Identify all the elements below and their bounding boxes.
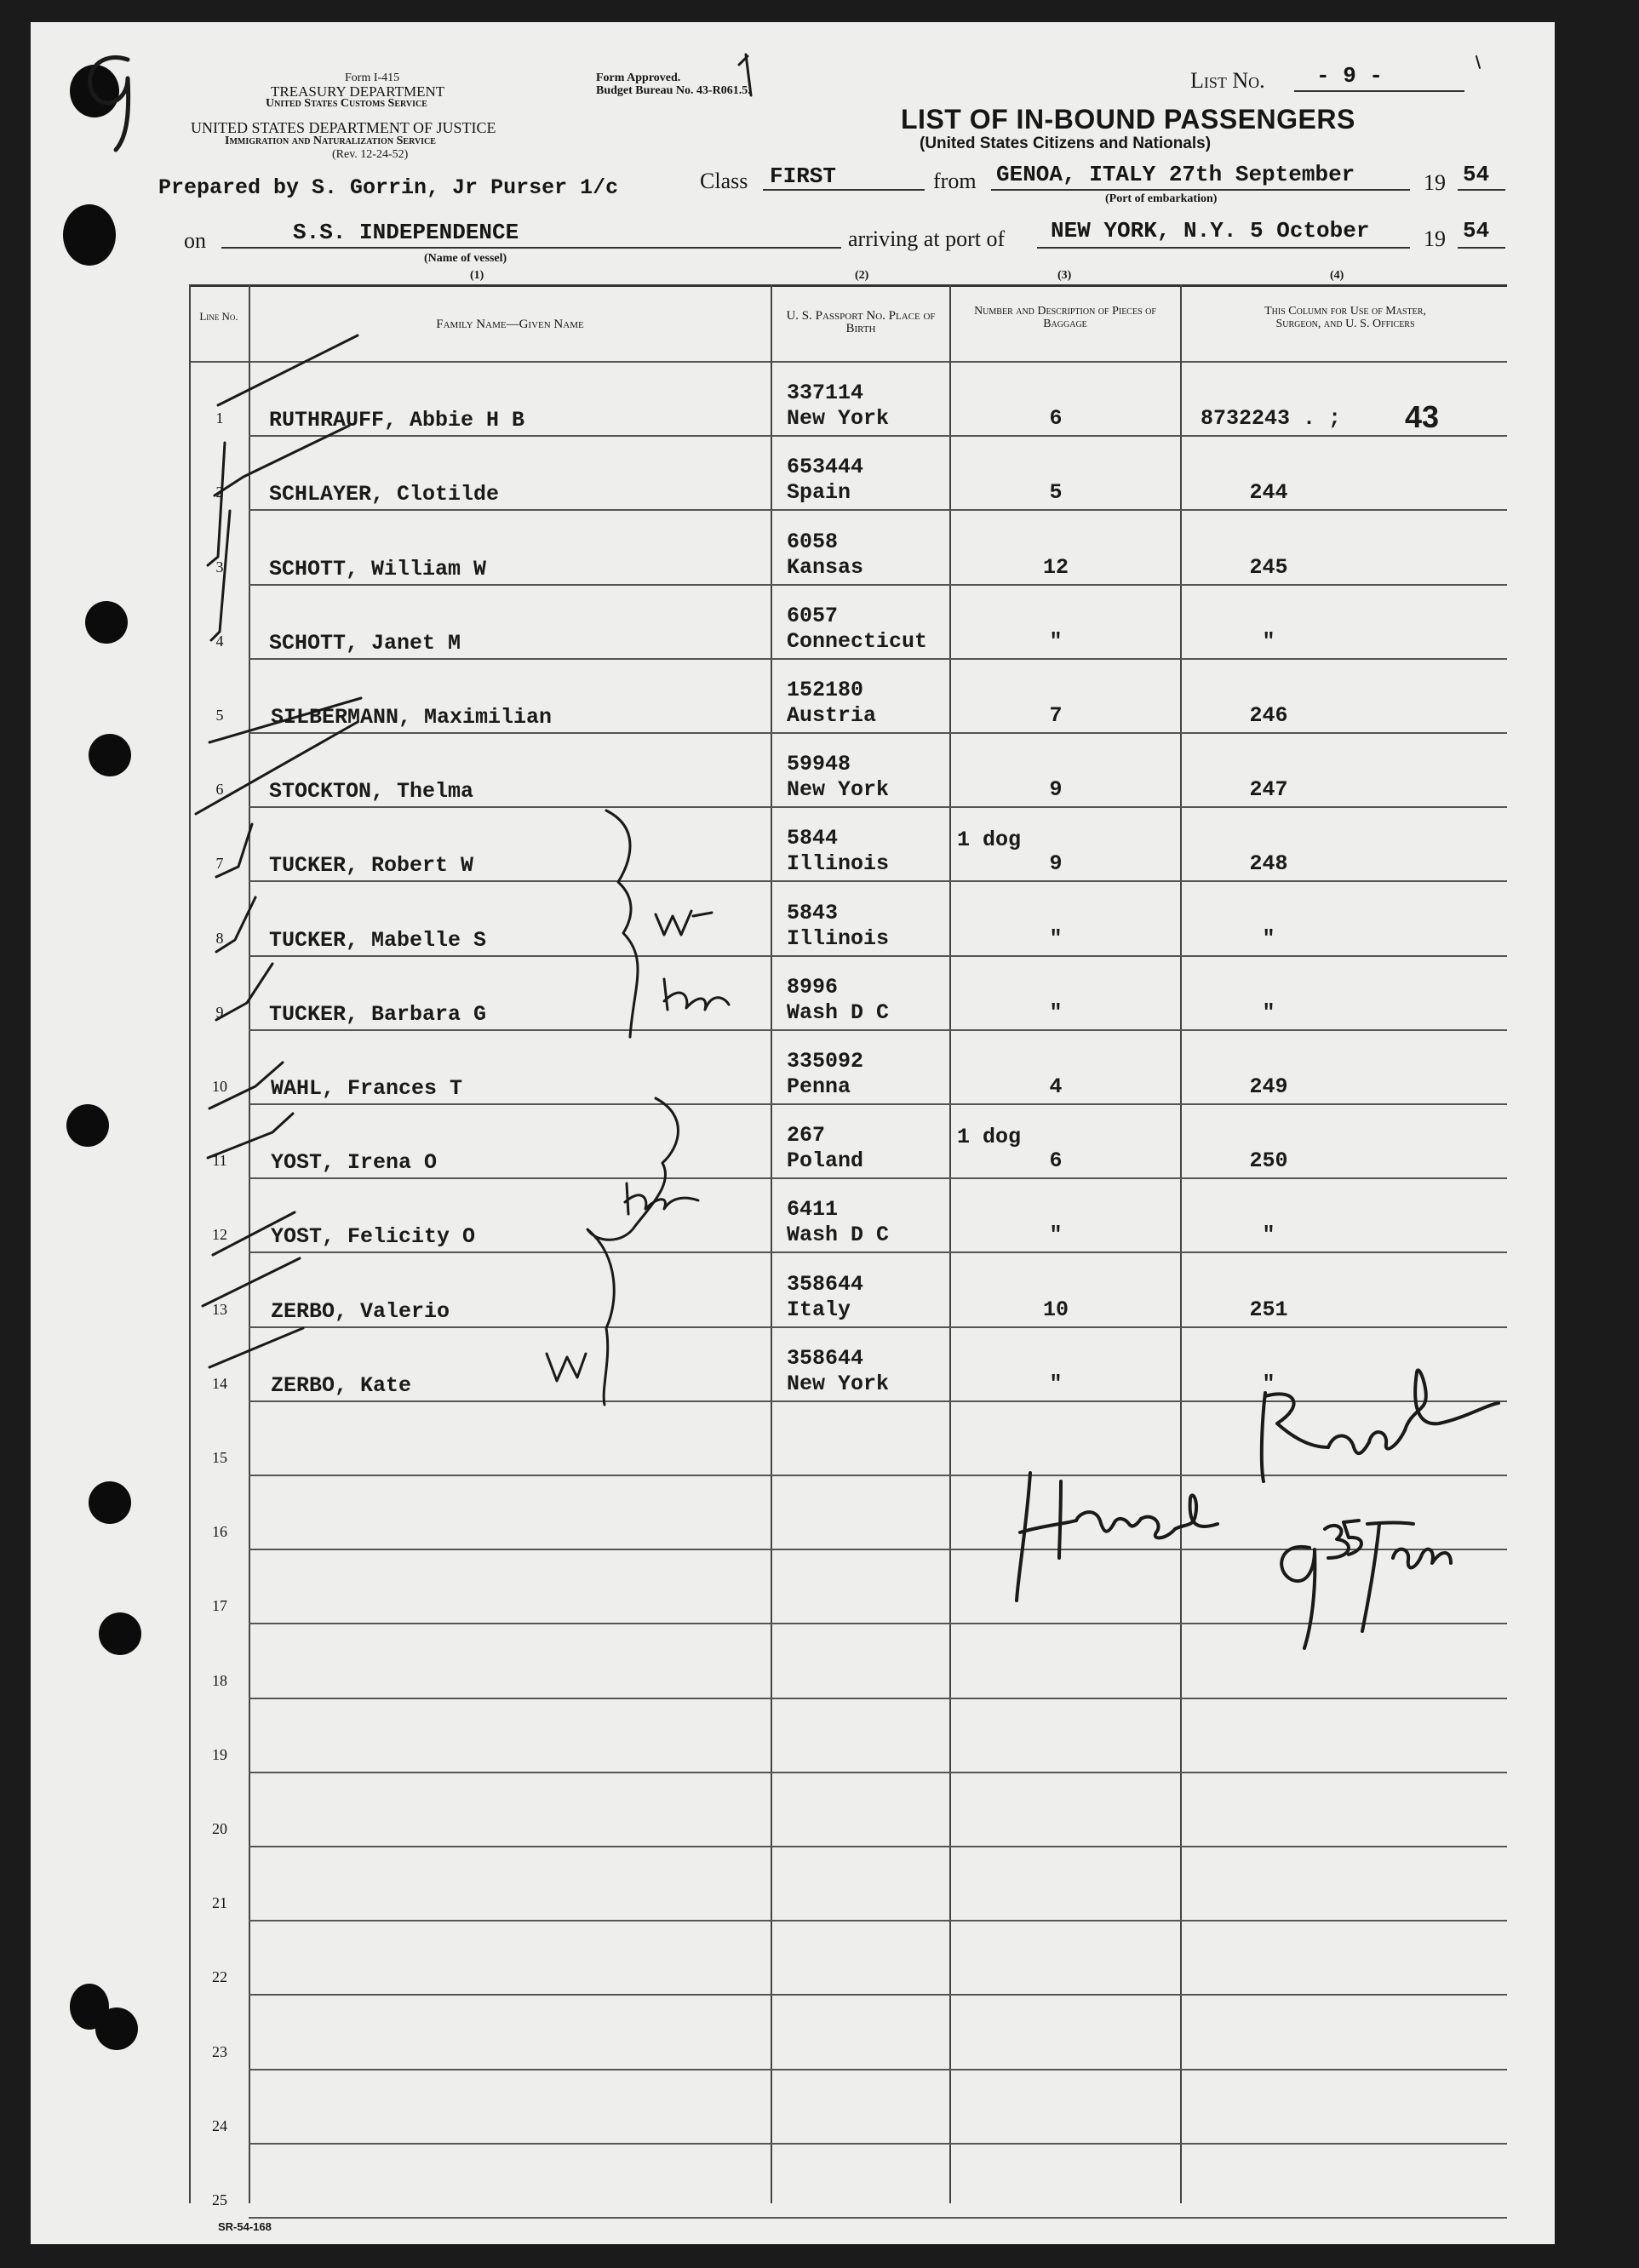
passport-number: 358644: [787, 1345, 864, 1371]
passport-number: 59948: [787, 752, 851, 777]
baggage-note: 1 dog: [957, 1125, 1022, 1150]
treasury-department: TREASURY DEPARTMENT: [271, 83, 445, 100]
budget-bureau: Budget Bureau No. 43-R061.5.: [596, 84, 751, 97]
line-number: 16: [212, 1523, 227, 1541]
passport-number: 653444: [787, 455, 864, 480]
place-of-birth: New York: [787, 406, 890, 432]
col-num-1: (1): [470, 269, 484, 282]
line-number: 18: [212, 1671, 227, 1689]
place-of-birth: Kansas: [787, 554, 864, 580]
list-no-label: List No.: [1190, 68, 1265, 93]
baggage-count: ": [1049, 925, 1063, 951]
corner-number-mark: [90, 58, 129, 150]
passenger-name: YOST, Felicity O: [271, 1224, 476, 1250]
officer-entry: 248: [1249, 851, 1288, 877]
edge-tick-mark: [1476, 56, 1480, 68]
passenger-name: ZERBO, Valerio: [271, 1298, 450, 1324]
line-number: 23: [212, 2042, 227, 2060]
passenger-name: STOCKTON, Thelma: [269, 779, 474, 805]
officer-entry: 245: [1249, 554, 1288, 580]
form-number: Form I-415: [345, 72, 400, 84]
line-number: 19: [212, 1745, 227, 1763]
from-value: GENOA, ITALY 27th September: [996, 162, 1355, 187]
row-check-marks: [196, 335, 361, 1367]
officer-signature: [1017, 1370, 1499, 1601]
top-tick-mark: [739, 54, 751, 95]
bracket-top-mark: [606, 810, 729, 1037]
col-header-passport: U. S. Passport No. Place of Birth: [786, 309, 936, 335]
passport-number: 6057: [787, 603, 839, 628]
line-number: 15: [212, 1449, 227, 1466]
line-number: 21: [212, 1894, 227, 1912]
baggage-count: 12: [1042, 554, 1069, 580]
officer-entry: ": [1262, 1223, 1275, 1248]
col-header-officers: This Column for Use of Master, Surgeon, and U. S. Officers: [1264, 305, 1426, 330]
baggage-note: 1 dog: [957, 828, 1022, 853]
col-num-2: (2): [855, 269, 869, 282]
passenger-name: SCHLAYER, Clotilde: [269, 482, 500, 507]
passenger-name: TUCKER, Robert W: [269, 853, 474, 879]
passenger-name: YOST, Irena O: [271, 1150, 438, 1176]
footer-form-code: SR-54-168: [218, 2220, 272, 2233]
revision: (Rev. 12-24-52): [332, 148, 409, 161]
baggage-count: 6: [1049, 1148, 1063, 1174]
officer-entry: 8732243 . ;: [1201, 406, 1342, 432]
baggage-count: 4: [1049, 1074, 1063, 1099]
place-of-birth: Spain: [787, 480, 851, 506]
year-value: 54: [1463, 162, 1490, 187]
passport-number: 152180: [787, 678, 864, 702]
passport-number: 358644: [787, 1271, 864, 1297]
line-number: 4: [215, 632, 224, 650]
line-number: 13: [212, 1300, 227, 1318]
officer-entry: 250: [1249, 1148, 1288, 1174]
place-of-birth: Illinois: [787, 925, 890, 951]
passport-number: 5843: [787, 900, 839, 925]
line-number: 20: [212, 1820, 227, 1837]
line-number: 22: [212, 1968, 227, 1986]
line-number: 5: [215, 707, 224, 724]
baggage-count: ": [1049, 999, 1063, 1025]
passport-number: 5844: [787, 826, 839, 851]
line-number: 6: [215, 781, 224, 799]
passenger-name: TUCKER, Barbara G: [269, 1001, 487, 1027]
col-header-line: Line No.: [199, 310, 238, 323]
place-of-birth: Connecticut: [787, 628, 928, 654]
place-of-birth: New York: [787, 777, 890, 803]
passport-number: 6058: [787, 529, 839, 554]
officer-entry: 246: [1249, 703, 1288, 728]
from-label: from: [933, 169, 977, 193]
col-num-4: (4): [1330, 269, 1344, 282]
year2-prefix: 19: [1424, 226, 1446, 251]
officer-entry: ": [1262, 628, 1275, 654]
line-number: 2: [215, 484, 224, 501]
port-caption: (Port of embarkation): [1105, 192, 1218, 205]
line-number: 24: [212, 2116, 227, 2134]
passport-number: 267: [787, 1123, 826, 1148]
class-value: FIRST: [770, 163, 837, 189]
form-approved: Form Approved.: [596, 72, 681, 84]
line-number: 14: [212, 1374, 227, 1392]
baggage-count: 7: [1049, 703, 1063, 728]
page-subtitle: (United States Citizens and Nationals): [920, 135, 1212, 152]
time-note: [1281, 1521, 1451, 1648]
passenger-name: SCHOTT, Janet M: [269, 630, 461, 656]
on-label: on: [184, 228, 206, 253]
baggage-count: ": [1049, 1371, 1063, 1396]
place-of-birth: Wash D C: [787, 999, 890, 1025]
baggage-count: 5: [1049, 480, 1063, 506]
officer-entry: 244: [1249, 480, 1288, 506]
baggage-count: 9: [1049, 777, 1063, 803]
place-of-birth: Wash D C: [787, 1223, 890, 1248]
line-number: 25: [212, 2191, 227, 2208]
bracket-bottom-mark: [547, 1098, 698, 1405]
line-number: 9: [215, 1003, 224, 1021]
line-number: 17: [212, 1597, 227, 1615]
line-number: 1: [215, 410, 224, 427]
place-of-birth: Italy: [787, 1297, 851, 1322]
passport-number: 6411: [787, 1197, 839, 1223]
passenger-name: RUTHRAUFF, Abbie H B: [269, 408, 525, 433]
list-no-value: - 9 -: [1316, 63, 1384, 89]
officer-extra: 43: [1405, 399, 1440, 435]
officer-entry: 251: [1249, 1297, 1288, 1322]
place-of-birth: Austria: [787, 703, 877, 728]
place-of-birth: Poland: [787, 1148, 864, 1174]
baggage-count: ": [1049, 628, 1063, 654]
passenger-name: ZERBO, Kate: [271, 1372, 412, 1398]
baggage-count: ": [1049, 1223, 1063, 1248]
col-header-name: Family Name—Given Name: [436, 318, 584, 331]
class-label: Class: [700, 169, 748, 193]
col-header-baggage: Number and Description of Pieces of Baggage: [974, 305, 1156, 330]
prepared-by: Prepared by S. Gorrin, Jr Purser 1/c: [158, 175, 619, 200]
arriving-label: arriving at port of: [848, 226, 1006, 251]
ins-service: Immigration and Naturalization Service: [225, 135, 436, 147]
officer-entry: 249: [1249, 1074, 1288, 1099]
page-title: LIST OF IN-BOUND PASSENGERS: [901, 104, 1355, 135]
justice-department: UNITED STATES DEPARTMENT OF JUSTICE: [191, 119, 496, 136]
baggage-count: 10: [1042, 1297, 1069, 1322]
passenger-name: SILBERMANN, Maximilian: [271, 705, 553, 730]
officer-entry: ": [1262, 1371, 1275, 1396]
col-num-3: (3): [1057, 269, 1072, 282]
place-of-birth: Penna: [787, 1074, 851, 1099]
line-number: 11: [212, 1152, 227, 1170]
line-number: 12: [212, 1226, 227, 1244]
line-number: 10: [212, 1078, 227, 1095]
officer-entry: ": [1262, 999, 1275, 1025]
line-number: 3: [215, 558, 224, 576]
customs-service: United States Customs Service: [266, 97, 427, 110]
place-of-birth: New York: [787, 1371, 890, 1396]
vessel-value: S.S. INDEPENDENCE: [293, 220, 519, 245]
year-prefix: 19: [1424, 170, 1446, 195]
year2-value: 54: [1463, 218, 1490, 243]
passport-number: 335092: [787, 1049, 864, 1074]
baggage-count: 6: [1049, 406, 1063, 432]
passenger-name: WAHL, Frances T: [271, 1076, 463, 1101]
arriving-value: NEW YORK, N.Y. 5 October: [1051, 218, 1370, 243]
officer-entry: ": [1262, 925, 1275, 951]
line-number: 7: [215, 855, 224, 873]
place-of-birth: Illinois: [787, 851, 890, 877]
vessel-caption: (Name of vessel): [424, 252, 507, 265]
line-number: 8: [215, 929, 224, 947]
passport-number: 8996: [787, 974, 839, 999]
passport-number: 337114: [787, 381, 864, 406]
passenger-name: SCHOTT, William W: [269, 556, 487, 581]
officer-entry: 247: [1249, 777, 1288, 803]
passenger-name: TUCKER, Mabelle S: [269, 927, 487, 953]
baggage-count: 9: [1049, 851, 1063, 877]
